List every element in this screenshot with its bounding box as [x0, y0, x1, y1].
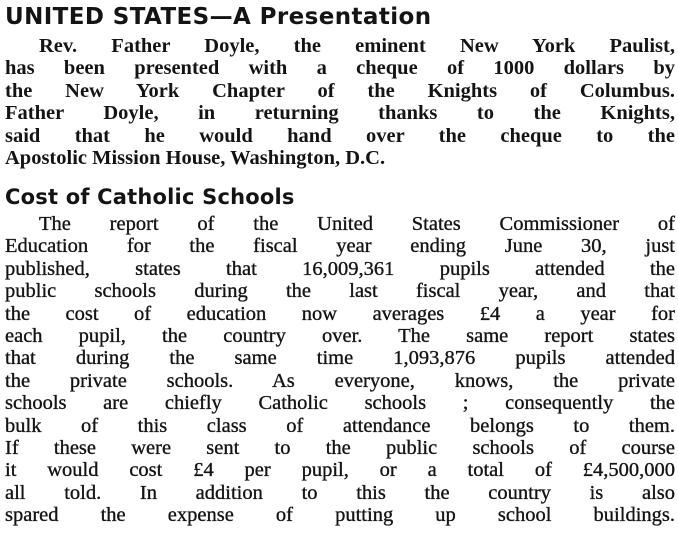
text-line: published, states that 16,009,361 pupils attended the	[5, 257, 675, 280]
text-line: all told. In addition to this the country is also	[5, 481, 675, 504]
text-line: Apostolic Mission House, Washington, D.C.	[5, 146, 386, 169]
text-line: said that he would hand over the cheque to the	[5, 124, 675, 147]
text-line: public schools during the last fiscal year, and that	[5, 280, 675, 303]
text-line: schools are chiefly Catholic schools ; consequently the	[5, 392, 675, 415]
text-line: The report of the United States Commissioner of	[39, 213, 675, 235]
text-line: Rev. Father Doyle, the eminent New York Paulist,	[39, 35, 675, 57]
text-line: it would cost £4 per pupil, or a total of £4,500,000	[5, 459, 675, 482]
article-heading: UNITED STATES—A Presentation	[5, 4, 432, 30]
text-line: bulk of this class of attendance belongs to them.	[5, 414, 675, 437]
text-line: the New York Chapter of the Knights of Columbus.	[5, 79, 675, 102]
text-line: If these were sent to the public schools of course	[5, 436, 675, 459]
text-line: Education for the fiscal year ending June 30, just	[5, 235, 675, 258]
text-line: has been presented with a cheque of 1000 dollars by	[5, 57, 675, 80]
text-line: the private schools. As everyone, knows, the private	[5, 369, 675, 392]
article-paragraph	[5, 35, 675, 169]
section-heading: Cost of Catholic Schools	[5, 185, 295, 209]
text-line: Father Doyle, in returning thanks to the Knights,	[5, 102, 675, 125]
text-line: that during the same time 1,093,876 pupils attended	[5, 347, 675, 370]
section-paragraph	[5, 213, 675, 526]
text-line: each pupil, the country over. The same report states	[5, 324, 675, 347]
text-line: the cost of education now averages £4 a year for	[5, 302, 675, 325]
text-line: spared the expense of putting up school buildings.	[5, 504, 675, 527]
